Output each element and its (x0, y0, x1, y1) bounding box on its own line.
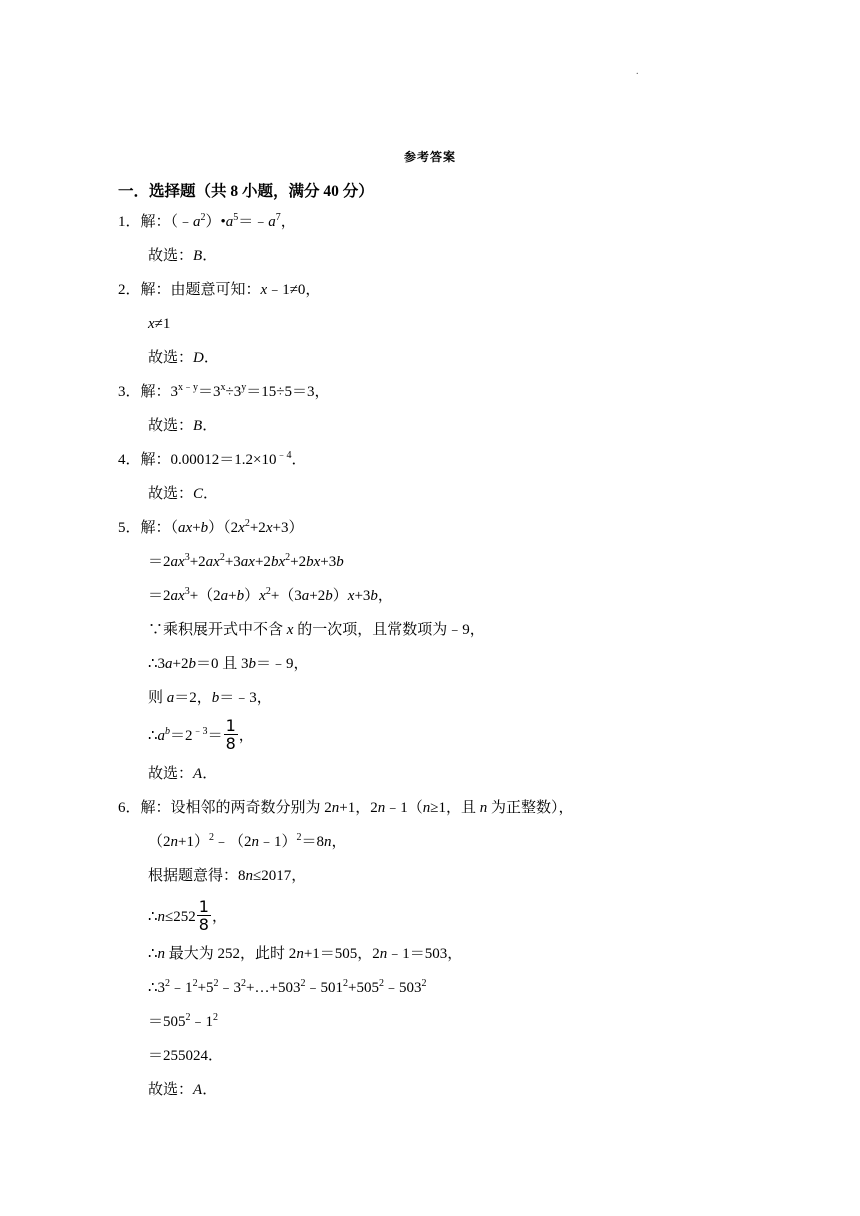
q6-solution: 6．解：设相邻的两奇数分别为 2n+1，2n﹣1（n≥1，且 n 为正整数）， (118, 800, 574, 816)
q5-step-group: $=2ax^3+(2a+b)x^2+(3a+2b)x+3b$， (148, 586, 393, 604)
q6-answer: 故选：A． (148, 1082, 218, 1098)
q6-step-difference: $(2n+1)^2﹣(2n﹣1)^2=8n$， (148, 832, 347, 850)
section-heading: 一．选择题（共 8 小题，满分 40 分） (118, 183, 374, 200)
q5-step-condition: ∵乘积展开式中不含 x 的一次项，且常数项为﹣9， (148, 622, 485, 638)
q6-step-sum: $\therefore 3^2﹣1^2+5^2﹣3^2+\dots+503^2﹣501^2+505^2﹣503^2$ (148, 978, 427, 996)
q5-step-values: 则 a＝2，b＝﹣3， (148, 690, 272, 706)
q3-answer: 故选：B． (148, 418, 218, 434)
header-dot: . (636, 66, 639, 77)
q2-answer: 故选：D． (148, 350, 219, 366)
q5-step-expand: $=2ax^3+2ax^2+3ax+2bx^2+2bx+3b$ (148, 552, 344, 570)
q4-solution: 4．解：$0.00012=1.2\times 10^{﹣4}$． (118, 450, 307, 468)
q6-step-bound: ∴n≤252 $\frac{1}{8}$ ， (148, 897, 227, 934)
q2-solution: 2．解：由题意可知：x﹣1≠0， (118, 282, 321, 298)
page-title: 参考答案 (403, 150, 456, 164)
fraction-one-eighth: $\frac{1}{8}$ (198, 897, 209, 934)
q5-step-result: $\therefore a^b=2^{﹣3}=$ $\frac{1}{8}$ ， (148, 716, 254, 753)
q2-step: x≠1 (148, 316, 171, 332)
q5-step-equations: ∴3a+2b＝0 且 3b＝﹣9， (148, 656, 309, 672)
q6-step-telescope: $=505^2﹣1^2$ (148, 1012, 219, 1030)
q6-step-max: ∴n 最大为 252，此时 2n+1＝505，2n﹣1＝503， (148, 946, 463, 962)
q3-solution: 3．解：$3^{x﹣y}=3^x\div 3^y=15\div 5=3$， (118, 382, 330, 400)
q6-step-inequality: 根据题意得：8n≤2017， (148, 868, 307, 884)
q5-answer: 故选：A． (148, 766, 218, 782)
fraction-one-eighth: $\frac{1}{8}$ (225, 716, 236, 753)
q5-solution: 5．解：$(ax+b)(2x^2+2x+3)$ (118, 518, 304, 536)
q6-step-final: ＝255024． (148, 1048, 224, 1064)
q1-solution: 1．解：$(﹣a^2)•a^5=﹣a^7$， (118, 212, 296, 230)
q4-answer: 故选：C． (148, 486, 219, 502)
q1-answer: 故选：B． (148, 248, 218, 264)
